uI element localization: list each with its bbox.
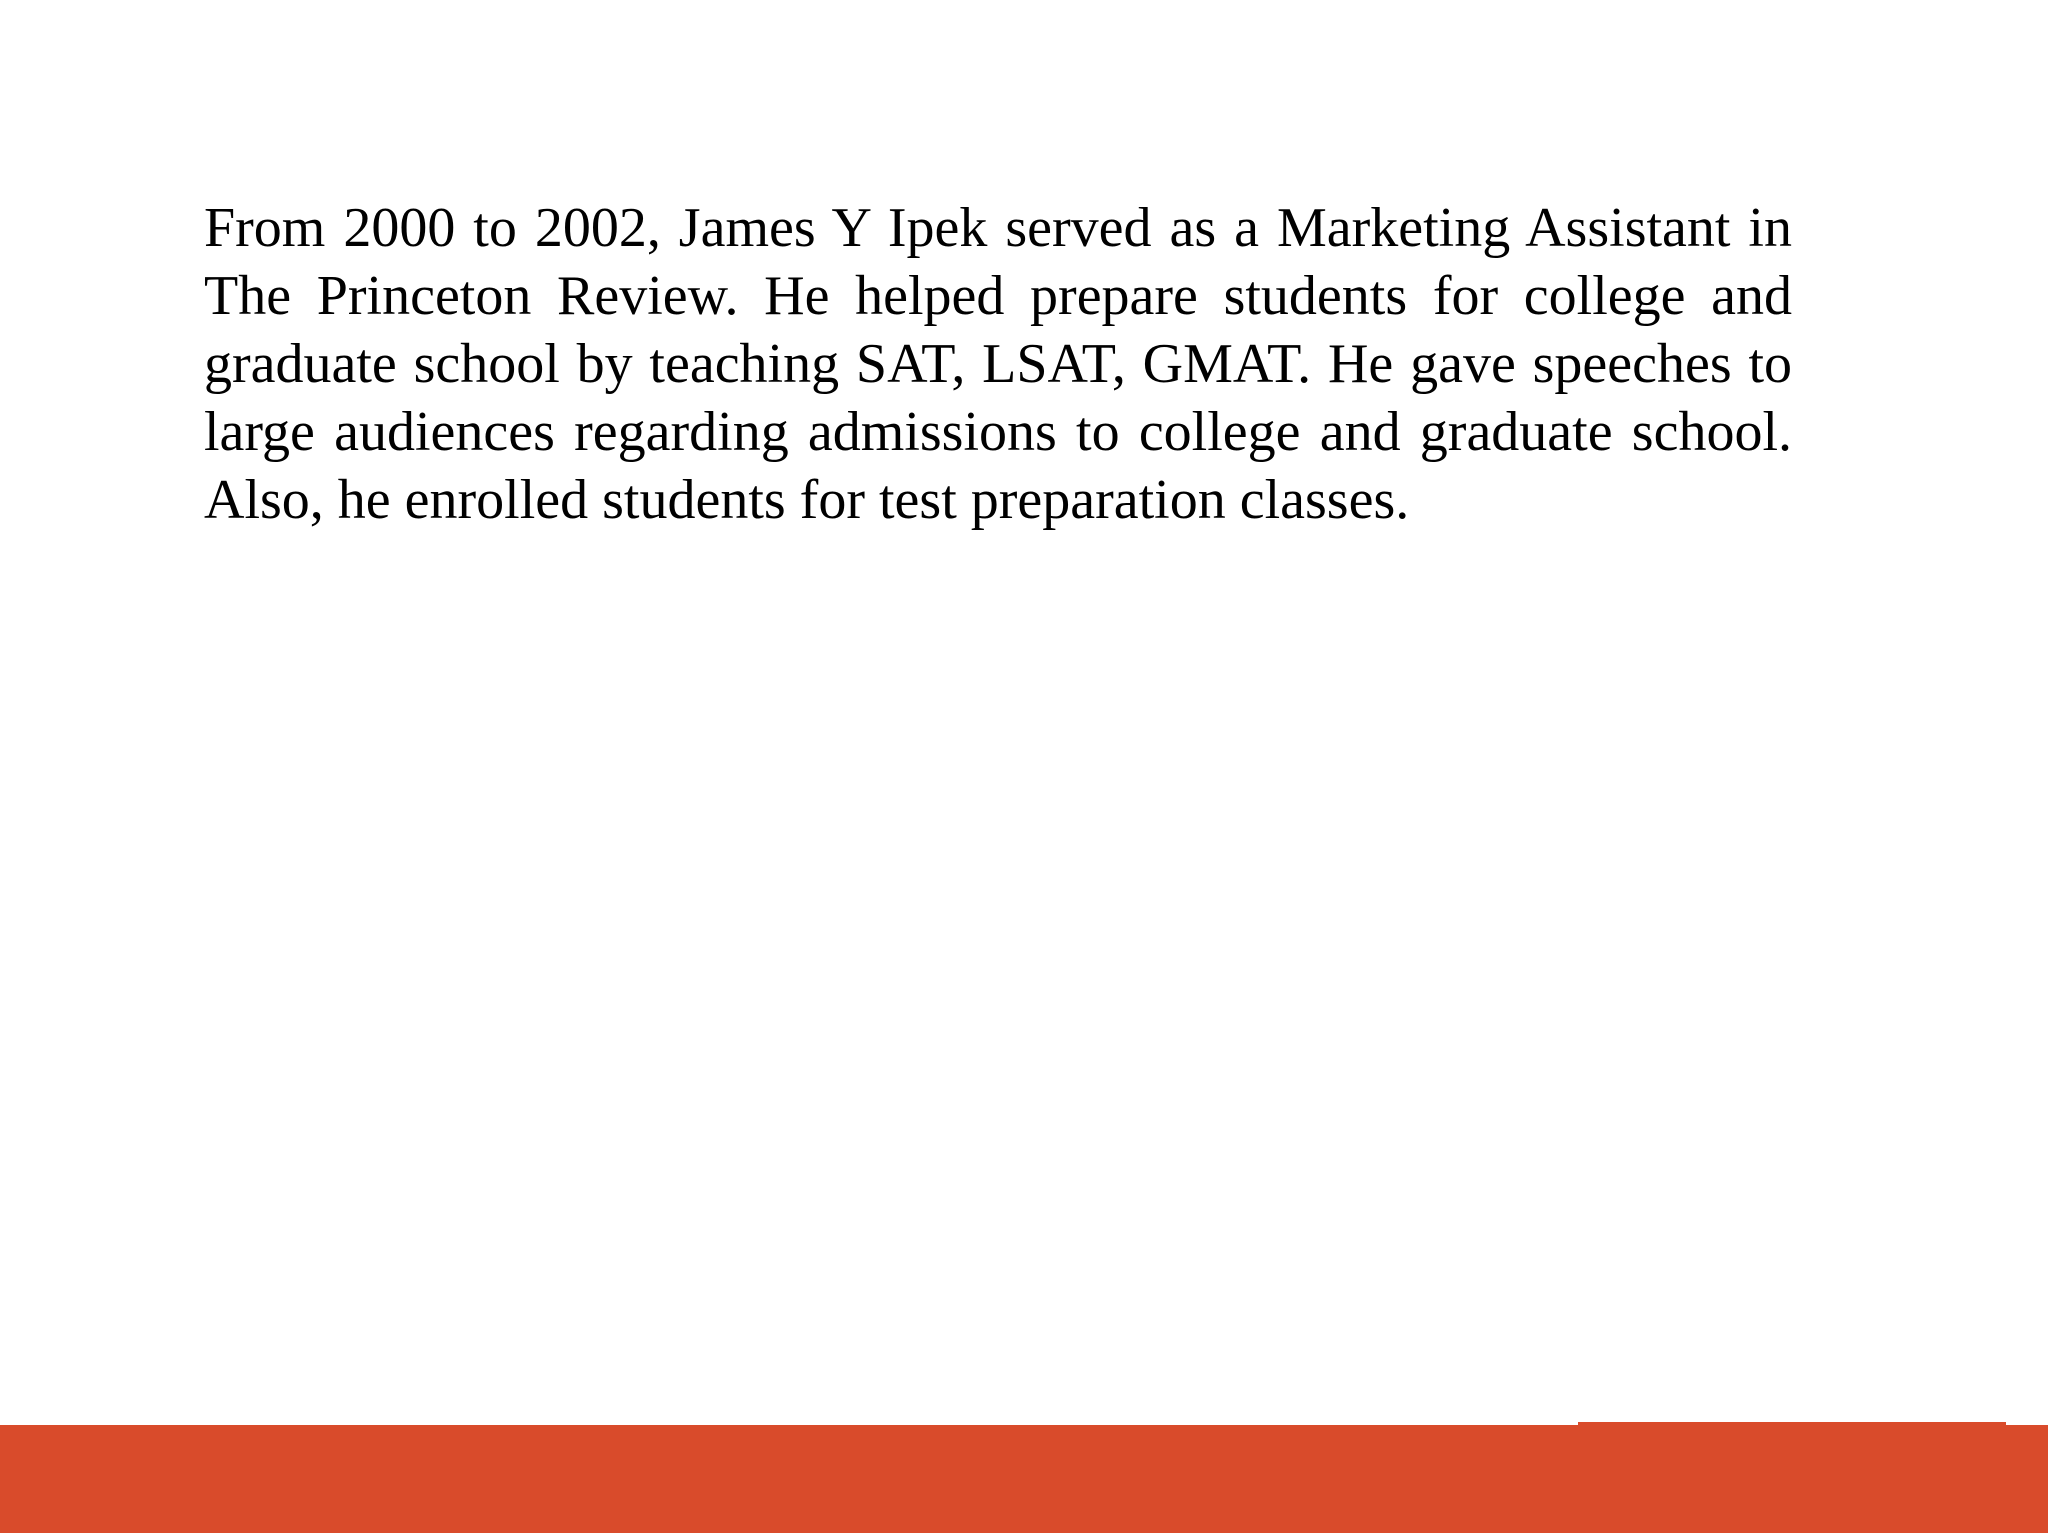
body-paragraph: From 2000 to 2002, James Y Ipek served as a Marketing Assistant in The Princeton Review. He helped prepare students for college and graduate school by teaching SAT, LSAT, GMAT. He gave speeches to large audiences regarding admissions to college and graduate school. Also, he enrolled students for test preparation classes.: [204, 197, 1792, 531]
footer-band: [0, 1425, 2048, 1533]
